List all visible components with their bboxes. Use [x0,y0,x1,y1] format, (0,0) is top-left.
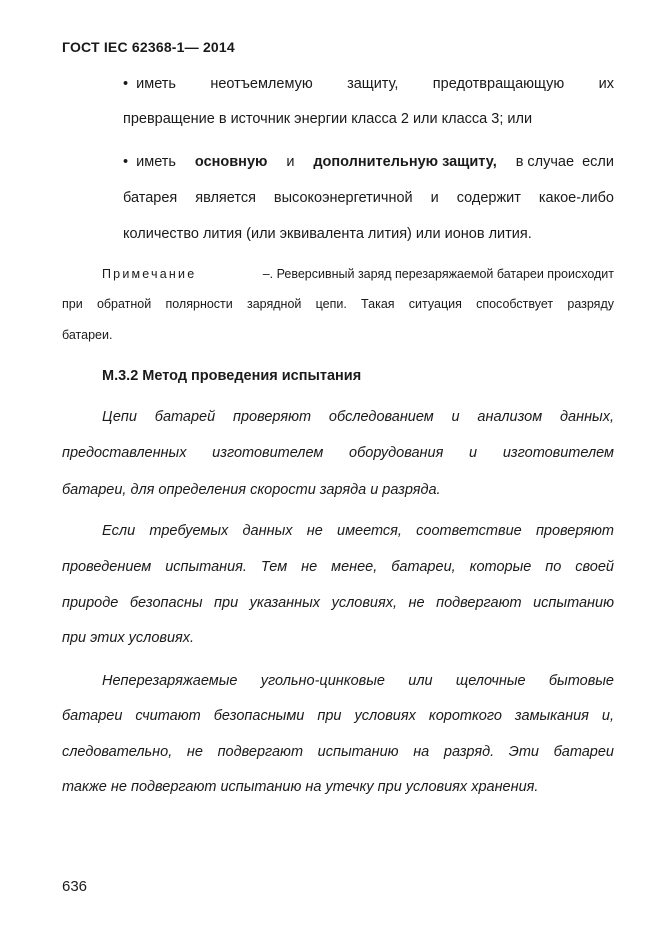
paragraph-1-line-2: предоставленных изготовителем оборудования и изготовителем [62,445,614,461]
bullet-marker: • [123,76,129,92]
bullet-2-line-1 [123,152,614,172]
bullet-2-pre: иметь [136,154,176,170]
paragraph-2-line-4: при этих условиях. [62,630,195,646]
paragraph-3-line-4: также не подвергают испытанию на утечку при условиях хранения. [62,779,539,795]
note-label: Примечание [102,267,197,281]
page-number: 636 [62,878,88,895]
paragraph-2-line-1: Если требуемых данных не имеется, соответствие проверяют [102,523,614,539]
bullet-1-word-b: неотъемлемую [210,76,313,92]
bullet-2-marker-and-word [123,152,176,172]
bullet-1-line-2: превращение в источник энергии класса 2 или класса 3; или [123,111,533,127]
paragraph-3-line-3: следовательно, не подвергают испытанию на разряд. Эти батареи [62,744,614,760]
bullet-1-first-words [123,74,176,94]
bullet-1-word-d: предотвращающую [432,76,565,92]
paragraph-2-line-3: природе безопасны при указанных условиях, не подвергают испытанию [62,595,614,611]
paragraph-3-line-1: Неперезаряжаемые угольно-цинковые или щелочные бытовые [102,673,614,689]
bullet-2-line-2: батарея является высокоэнергетичной и содержит какое-либо [123,190,614,206]
paragraph-3-line-2: батареи считают безопасными при условиях короткого замыкания и, [62,708,614,724]
bullet-2-post: в случае если [515,154,614,170]
bullet-2-line-3: количество лития (или эквивалента лития) или ионов лития. [123,226,532,242]
note-line-2: при обратной полярности зарядной цепи. Такая ситуация способствует разряду [62,297,614,311]
bullet-1-word-c: защиту, [347,76,399,92]
note-line-1 [102,264,614,284]
section-heading: М.3.2 Метод проведения испытания [102,368,362,384]
bullet-1-word-e: их [598,76,614,92]
paragraph-1-line-3: батареи, для определения скорости заряда и разряда. [62,482,441,498]
paragraph-1-line-1: Цепи батарей проверяют обследованием и анализом данных, [102,409,614,425]
paragraph-2-line-2: проведением испытания. Тем не менее, батареи, которые по своей [62,559,614,575]
document-header: ГОСТ IEC 62368-1— 2014 [62,39,235,55]
bullet-1-line-1 [123,74,614,94]
note-line-1-text: –. Реверсивный заряд перезаряжаемой батареи происходит [259,267,614,281]
bullet-2-bold-2: дополнительную защиту, [313,154,497,170]
bullet-marker: • [123,154,129,170]
note-line-3: батареи. [62,328,113,342]
bullet-2-mid: и [286,154,295,170]
bullet-2-bold-1: основную [194,154,268,170]
bullet-1-word-a: иметь [136,76,176,92]
